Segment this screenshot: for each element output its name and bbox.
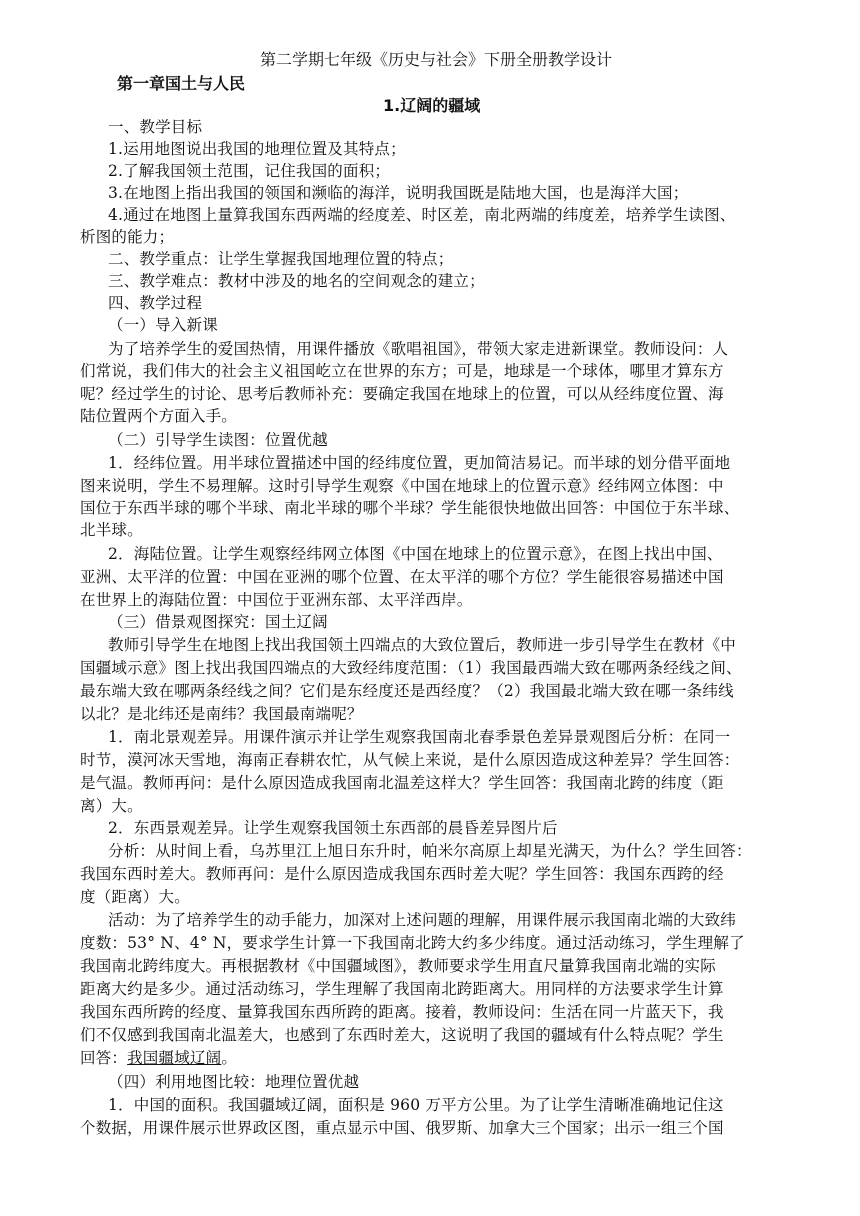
text-line: （三）借景观图探究：国土辽阔 <box>108 613 328 631</box>
text-line: 4.通过在地图上量算我国东西两端的经度差、时区差，南北两端的纬度差，培养学生读图、 <box>108 206 736 224</box>
text-line: 我国东西时差大。教师再问：是什么原因造成我国东西时差大呢？学生回答：我国东西跨的经 <box>80 865 724 883</box>
text-line: 一、教学目标 <box>108 118 203 136</box>
text-line: 北半球。 <box>80 521 143 539</box>
text-line: 们常说，我们伟大的社会主义祖国屹立在世界的东方；可是，地球是一个球体，哪里才算东方 <box>80 362 724 380</box>
text-line: 1．经纬位置。用半球位置描述中国的经纬度位置，更加简洁易记。而半球的划分借平面地 <box>108 454 731 472</box>
text-line: 度（距离）大。 <box>80 888 190 906</box>
text-line: 二、教学重点：让学生掌握我国地理位置的特点； <box>108 250 454 268</box>
text-line: 呢？经过学生的讨论、思考后教师补充：要确定我国在地球上的位置，可以从经纬度位置、海 <box>80 385 724 403</box>
text-line: （一）导入新课 <box>108 316 218 334</box>
text-line: 们不仅感到我国南北温差大，也感到了东西时差大，这说明了我国的疆域有什么特点呢？学生 <box>80 1026 724 1044</box>
text-line: 为了培养学生的爱国热情，用课件播放《歌唱祖国》，带领大家走进新课堂。教师设问：人 <box>108 340 729 358</box>
text-line: 3.在地图上指出我国的领国和濒临的海洋，说明我国既是陆地大国，也是海洋大国； <box>108 184 689 202</box>
text-line: 国位于东西半球的哪个半球、南北半球的哪个半球？学生能很快地做出回答：中国位于东半球、 <box>80 499 740 517</box>
text-line: 分析：从时间上看，乌苏里江上旭日东升时，帕米尔高原上却星光满天，为什么？学生回答： <box>108 842 752 860</box>
text-line: 亚洲、太平洋的位置：中国在亚洲的哪个位置、在太平洋的哪个方位？学生能很容易描述中国 <box>80 568 724 586</box>
text-line: 教师引导学生在地图上找出我国领土四端点的大致位置后，教师进一步引导学生在教材《中 <box>108 636 737 654</box>
text-line: 2．东西景观差异。让学生观察我国领土东西部的晨昏差异图片后 <box>108 819 558 837</box>
text-line: 活动：为了培养学生的动手能力，加深对上述问题的理解，用课件展示我国南北端的大致纬 <box>108 911 737 929</box>
text-line: 距离大约是多少。通过活动练习，学生理解了我国南北跨距离大。用同样的方法要求学生计算 <box>80 980 724 998</box>
text-line: 四、教学过程 <box>108 294 203 312</box>
text-line: 图来说明，学生不易理解。这时引导学生观察《中国在地球上的位置示意》经纬网立体图：中 <box>80 477 724 495</box>
text-line: （二）引导学生读图：位置优越 <box>108 431 328 449</box>
text-line: 析图的能力； <box>80 228 175 246</box>
text-line: 陆位置两个方面入手。 <box>80 407 238 425</box>
text-line: 1．中国的面积。我国疆域辽阔，面积是 960 万平方公里。为了让学生清晰准确地记住这 <box>108 1096 724 1114</box>
text-line: 时节，漠河冰天雪地，海南正春耕农忙，从气候上来说，是什么原因造成这种差异？学生回答： <box>80 751 740 769</box>
text-line: 在世界上的海陆位置：中国位于亚洲东部、太平洋西岸。 <box>80 591 473 609</box>
text-line: 我国东西所跨的经度、量算我国东西所跨的距离。接着，教师设问：生活在同一片蓝天下，我 <box>80 1003 724 1021</box>
text-line: 1.运用地图说出我国的地理位置及其特点； <box>108 140 406 158</box>
underlined-answer: 我国疆域辽阔 <box>127 1049 222 1067</box>
chapter-heading: 第一章国土与人民 <box>117 74 246 93</box>
text-line: 个数据，用课件展示世界政区图，重点显示中国、俄罗斯、加拿大三个国家；出示一组三个国 <box>80 1119 724 1137</box>
text-line: 最东端大致在哪两条经线之间？它们是东经度还是西经度？（2）我国最北端大致在哪一条纬线 <box>80 682 734 700</box>
lesson-heading: 1.辽阔的疆域 <box>383 96 481 115</box>
text-run: 回答： <box>80 1049 128 1067</box>
text-line: 2.了解我国领土范围，记住我国的面积； <box>108 162 391 180</box>
text-run: 。 <box>221 1049 238 1067</box>
text-line: 度数：53° N、4° N，要求学生计算一下我国南北跨大约多少纬度。通过活动练习，学生理解了 <box>80 934 745 952</box>
text-line: 国疆域示意》图上找出我国四端点的大致经纬度范围：（1）我国最西端大致在哪两条经线之间、 <box>80 659 742 677</box>
text-line: （四）利用地图比较：地理位置优越 <box>108 1073 360 1091</box>
text-line: 1．南北景观差异。用课件演示并让学生观察我国南北春季景色差异景观图后分析：在同一 <box>108 728 731 746</box>
text-line: 我国南北跨纬度大。再根据教材《中国疆域图》，教师要求学生用直尺量算我国南北端的实际 <box>80 957 716 975</box>
text-line <box>80 1047 770 1069</box>
text-line: 离）大。 <box>80 797 143 815</box>
text-line: 以北？是北纬还是南纬？我国最南端呢？ <box>80 705 363 723</box>
text-line: 三、教学难点：教材中涉及的地名的空间观念的建立； <box>108 272 485 290</box>
text-line: 是气温。教师再问：是什么原因造成我国南北温差这样大？学生回答：我国南北跨的纬度（距 <box>80 774 724 792</box>
text-line: 2．海陆位置。让学生观察经纬网立体图《中国在地球上的位置示意》，在图上找出中国、 <box>108 545 723 563</box>
document-header: 第二学期七年级《历史与社会》下册全册教学设计 <box>260 50 613 69</box>
